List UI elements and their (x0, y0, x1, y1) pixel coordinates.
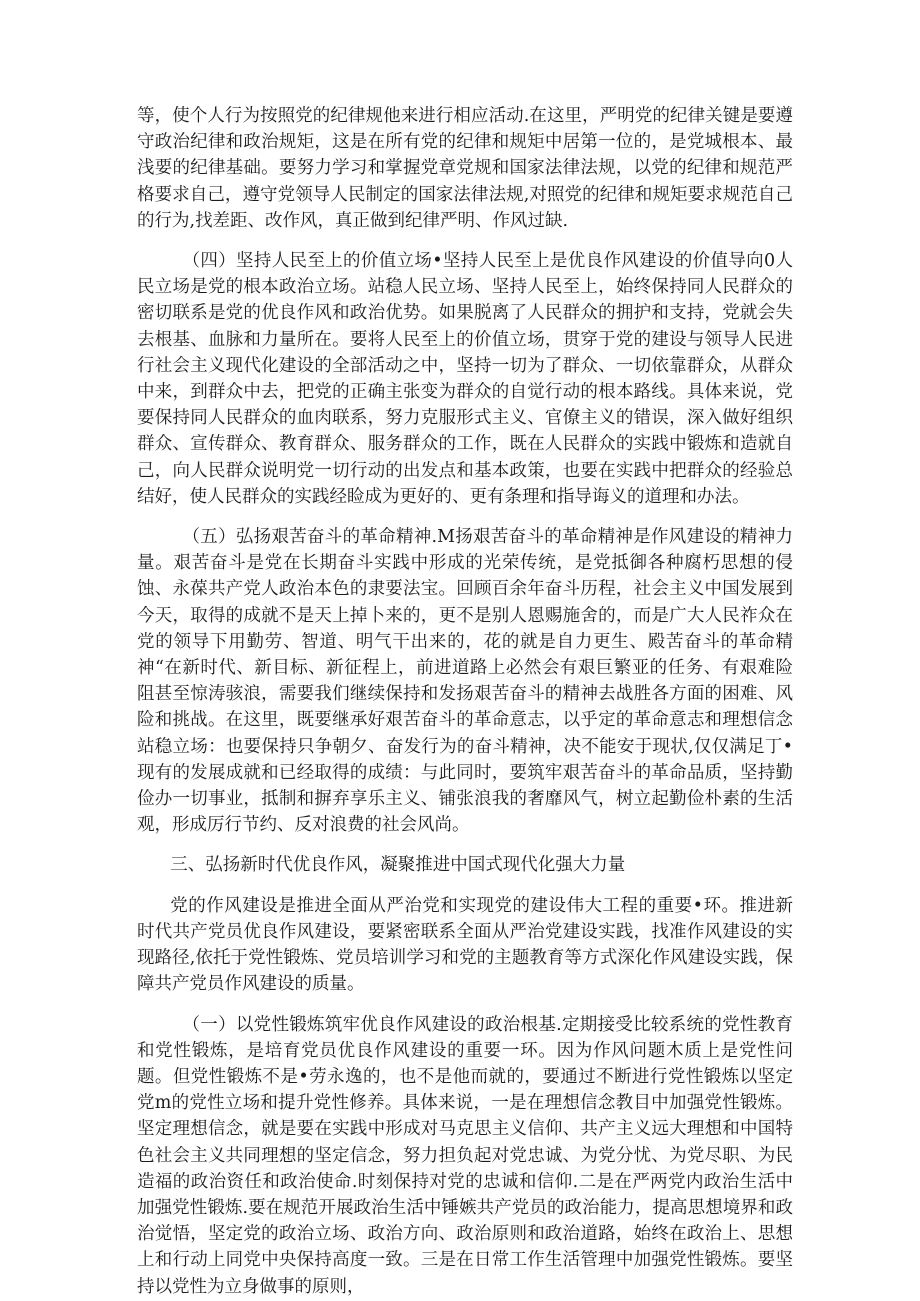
paragraph-section-five: （五）弘扬艰苦奋斗的革命精神.M扬艰苦奋斗的革命精神是作风建设的精神力量。艰苦奋斗是党在长期奋斗实践中形成的光荣传统，是党抵御各种腐朽思想的侵蚀、永葆共产党人政治本色的隶要法宝。回顾百余年奋斗历程，社会主义中国发展到今天，取得的成就不是天上掉卜来的，更不是别人恩赐施舍的，而是广大人民祚众在党的领导下用勤劳、智道、明气干出来的，花的就是自力更生、殿苦奋斗的革命精神“在新时代、新目标、新征程上，前进道路上必然会有艰巨繁亚的任务、有艰难险阻甚至惊涛骇浪，需要我们继续保持和发扬艰苦奋斗的精神去战胜各方面的困难、风险和挑战。在这里，既要继承好艰苦奋斗的革命意志，以乎定的革命意志和理想信念站稳立场：也要保持只争朝夕、奋发行为的奋斗精神，决不能安于现状,仅仅满足丁•现有的发展成就和已经取得的成绩：与此同时，要筑牢艰苦奋斗的革命品质，坚持勤俭办一切事业，抵制和摒弃享乐主义、铺张浪我的奢靡风气，树立起勤俭朴素的生活观，形成厉行节约、反对浪费的社会风尚。 (137, 527, 793, 836)
paragraph-continuation: 等，使个人行为按照党的纪律规他来进行相应活动.在这里，严明党的纪律关键是要遵守政治纪律和政治规矩，这是在所有党的纪律和规矩中居第一位的，是党城根本、最浅要的纪律基础。要努力学习和掌握党章党规和国家法律法规，以党的纪律和规范严格要求自己，遵守党领导人民制定的国家法律法规,对照党的纪律和规矩要求规范自己的行为,找差距、改作风，真正做到纪律严明、作风过缺. (137, 106, 793, 231)
paragraph-section-four: （四）坚持人民至上的价值立场•坚持人民至上是优良作风建设的价值导向0人民立场是党的根本政治立场。站稳人民立场、坚持人民至上，始终保持同人民群众的密切联系是党的优良作风和政治优势。如果脱离了人民群众的拥护和支持，党就会失去根基、血脉和力量所在。要将人民至上的价值立场，贯穿于党的建设与领导人民进行社会主义现代化建设的全部活动之中，坚持一切为了群众、一切依靠群众，从群众中来，到群众中去，把党的正确主张变为群众的自觉行动的根本路线。具体来说，党要保持同人民群众的血肉联系，努力克服形式主义、官僚主义的错误，深入做好组织群众、宣传群众、教育群众、服务群众的工作，既在人民群众的实践中锻炼和造就自己，向人民群众说明党一切行动的出发点和基本政策，也要在实践中把群众的经验总结好，使人民群众的实践经睑成为更好的、更有条理和指导诲义的道理和办法。 (137, 251, 793, 507)
document-page (137, 103, 793, 1300)
paragraph-subsection-one: （一）以党性锻炼筑牢优良作风建设的政治根基.定期接受比较系统的党性教育和党性锻炼，是培育党员优良作风建设的重要一环。因为作风问题木质上是党性问题。但党性锻炼不是•劳永逸的，也不是他而就的，要通过不断进行党性锻炼以坚定党m的党性立场和提升党性修养。具体来说，一是在理想信念教目中加强党性锻炼。坚定理想信念，就是要在实践中形成对马克思主义信仰、共产主义远大理想和中国特色社会主义共同理想的坚定信念，努力担负起对党忠诚、为党分忧、为党尽职、为民造福的政治资任和政治使命.时刻保持对党的忠诚和信仰.二是在严两党内政治生活中加强党性锻炼.要在规范开展政治生活中锤嫉共产党员的政治能力，提高思想境界和政治觉悟，坚定党的政治立场、政治方向、政治原则和政治道路，始终在政治上、思想上和行动上同党中央保持高度一致。三是在日常工作生活管理中加强党性锻炼。要坚持以党性为立身做事的原则， (137, 1014, 793, 1297)
section-heading-three: 三、弘扬新时代优良作风，凝聚推进中国式现代化强大力量 (170, 855, 626, 876)
paragraph-section-three-intro: 党的作风建设是推进全面从严治党和实现党的建设伟大工程的重要•环。推进新时代共产党员优良作风建设，要紧密联系全面从严治党建设实践，找准作风建设的实现路径,依托于党性锻炼、党员培训学习和党的主题教育等方式深化作风建设实践，保障共产党员作风建设的质量。 (137, 895, 793, 995)
